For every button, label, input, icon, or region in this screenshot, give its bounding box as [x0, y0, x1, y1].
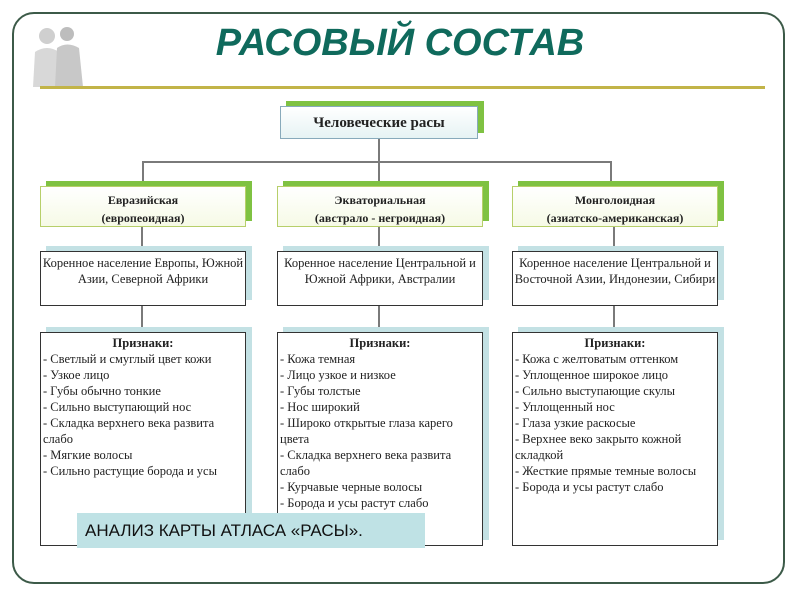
race-habitat: Коренное население Европы, Южной Азии, Северной Африки: [40, 251, 246, 306]
race-alt-name: (австрало - негроидная): [314, 211, 446, 225]
trait-item: - Нос широкий: [280, 400, 360, 414]
trait-item: - Борода и усы растут слабо: [515, 480, 664, 494]
caption-banner: АНАЛИЗ КАРТЫ АТЛАСА «РАСЫ».: [77, 513, 425, 548]
connector: [378, 138, 380, 163]
trait-item: - Кожа с желтоватым оттенком: [515, 352, 679, 366]
trait-item: - Складка верхнего века развита слабо: [280, 448, 452, 478]
trait-item: - Уплощенное широкое лицо: [515, 368, 669, 382]
trait-item: - Губы толстые: [280, 384, 361, 398]
trait-item: - Сильно выступающие скулы: [515, 384, 676, 398]
race-habitat: Коренное население Центральной и Южной Африки, Австралии: [277, 251, 483, 306]
trait-item: - Жесткие прямые темные волосы: [515, 464, 697, 478]
trait-item: - Лицо узкое и низкое: [280, 368, 396, 382]
connector: [142, 161, 612, 163]
traits-heading: Признаки:: [584, 336, 646, 350]
trait-item: - Сильно выступающий нос: [43, 400, 192, 414]
trait-item: - Глаза узкие раскосые: [515, 416, 636, 430]
race-alt-name: (азиатско-американская): [546, 211, 684, 225]
trait-item: - Губы обычно тонкие: [43, 384, 161, 398]
trait-item: - Складка верхнего века развита слабо: [43, 416, 215, 446]
trait-item: - Светлый и смуглый цвет кожи: [43, 352, 212, 366]
race-habitat: Коренное население Центральной и Восточной Азии, Индонезии, Сибири: [512, 251, 718, 306]
trait-item: - Верхнее веко закрыто кожной складкой: [515, 432, 682, 462]
trait-item: - Широко открытые глаза карего цвета: [280, 416, 453, 446]
title-divider: [40, 86, 765, 89]
trait-item: - Сильно растущие борода и усы: [43, 464, 217, 478]
race-alt-name: (европеоидная): [101, 211, 185, 225]
race-header-2: [512, 186, 718, 227]
page-title: РАСОВЫЙ СОСТАВ: [215, 22, 585, 64]
race-name: Экваториальная: [334, 193, 426, 207]
trait-item: - Уплощенный нос: [515, 400, 615, 414]
race-header-0: [40, 186, 246, 227]
race-header-1: [277, 186, 483, 227]
trait-item: - Мягкие волосы: [43, 448, 133, 462]
root-node: Человеческие расы: [280, 106, 478, 139]
trait-item: - Борода и усы растут слабо: [280, 496, 429, 510]
traits-heading: Признаки:: [112, 336, 174, 350]
traits-heading: Признаки:: [349, 336, 411, 350]
trait-item: - Узкое лицо: [43, 368, 110, 382]
race-traits: [512, 332, 718, 546]
trait-item: - Курчавые черные волосы: [280, 480, 423, 494]
trait-item: - Кожа темная: [280, 352, 356, 366]
race-name: Монголоидная: [574, 193, 656, 207]
race-name: Евразийская: [107, 193, 179, 207]
